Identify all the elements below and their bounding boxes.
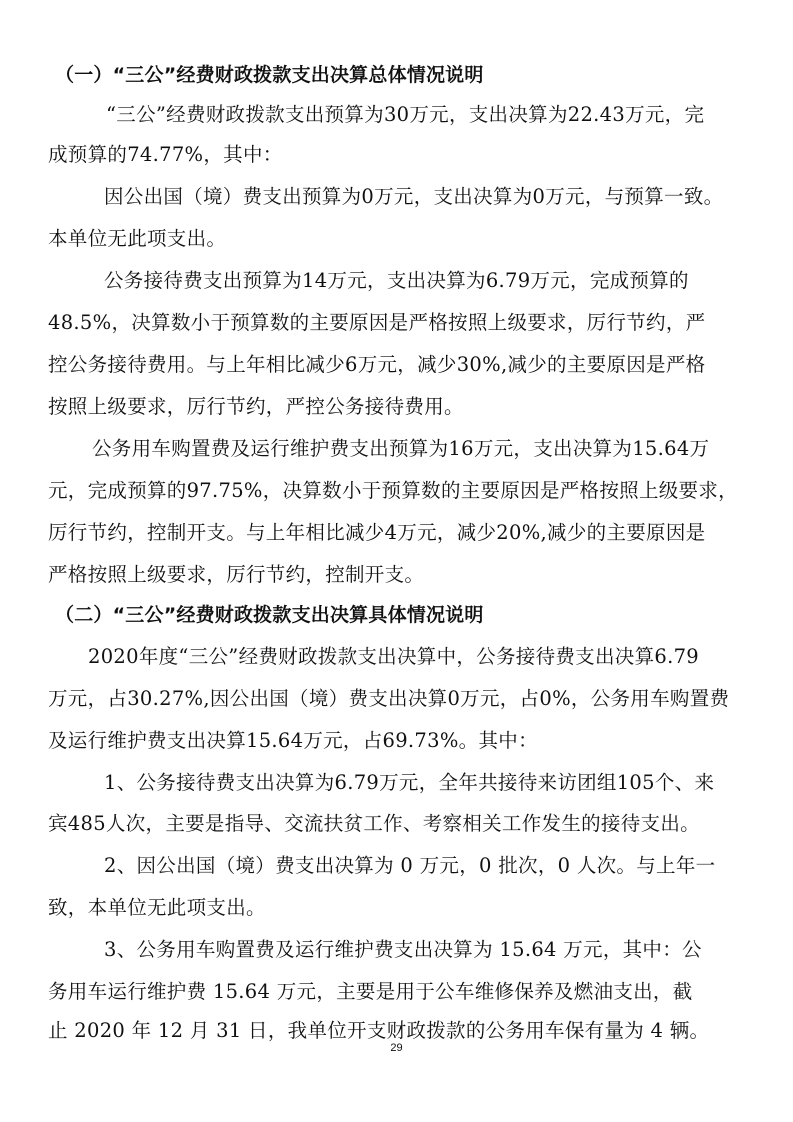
paragraph-line: “三公”经费财政拨款支出预算为30万元，支出决算为22.43万元，完 — [106, 103, 705, 126]
paragraph-line: 因公出国（境）费支出预算为0万元，支出决算为0万元，与预算一致。 — [104, 185, 724, 208]
paragraph-line: 按照上级要求，厉行节约，严控公务接待费用。 — [48, 395, 464, 418]
paragraph-line: 2020年度“三公”经费财政拨款支出决算中，公务接待费支出决算6.79 — [88, 645, 699, 668]
paragraph-line: 止 2020 年 12 月 31 日，我单位开支财政拨款的公务用车保有量为 4 辆。 — [48, 1019, 710, 1042]
paragraph-line: 及运行维护费支出决算15.64万元，占69.73%。其中： — [48, 729, 538, 752]
page-number: 29 — [390, 1042, 403, 1054]
paragraph-line: 成预算的74.77%，其中： — [48, 143, 283, 166]
paragraph-line: 2、因公出国（境）费支出决算为 0 万元，0 批次，0 人次。与上年一 — [104, 854, 716, 877]
paragraph-line: 致，本单位无此项支出。 — [48, 896, 266, 919]
paragraph-line: 控公务接待费用。与上年相比减少6万元，减少30%,减少的主要原因是严格 — [48, 353, 706, 376]
paragraph-line: 万元，占30.27%,因公出国（境）费支出决算0万元，占0%，公务用车购置费 — [48, 687, 730, 710]
paragraph-line: 宾485人次，主要是指导、交流扶贫工作、考察相关工作发生的接待支出。 — [48, 812, 700, 835]
paragraph-line: 务用车运行维护费 15.64 万元，主要是用于公车维修保养及燃油支出，截 — [48, 980, 693, 1003]
paragraph-line: 本单位无此项支出。 — [48, 227, 227, 250]
paragraph-line: 严格按照上级要求，厉行节约，控制开支。 — [48, 563, 425, 586]
paragraph-line: 公务接待费支出预算为14万元，支出决算为6.79万元，完成预算的 — [104, 269, 689, 292]
paragraph-line: 厉行节约，控制开支。与上年相比减少4万元，减少20%,减少的主要原因是 — [48, 521, 706, 544]
paragraph-line: 元，完成预算的97.75%，决算数小于预算数的主要原因是严格按照上级要求， — [48, 479, 738, 502]
paragraph-line: 48.5%，决算数小于预算数的主要原因是严格按照上级要求，厉行节约，严 — [48, 311, 706, 334]
paragraph-line: 公务用车购置费及运行维护费支出预算为16万元，支出决算为15.64万 — [92, 437, 710, 460]
paragraph-line: 1、公务接待费支出决算为6.79万元，全年共接待来访团组105个、来 — [104, 771, 715, 794]
section-2-heading: （二）“三公”经费财政拨款支出决算具体情况说明 — [55, 604, 484, 626]
paragraph-line: 3、公务用车购置费及运行维护费支出决算为 15.64 万元，其中：公 — [104, 938, 702, 961]
section-1-heading: （一）“三公”经费财政拨款支出决算总体情况说明 — [55, 64, 484, 86]
